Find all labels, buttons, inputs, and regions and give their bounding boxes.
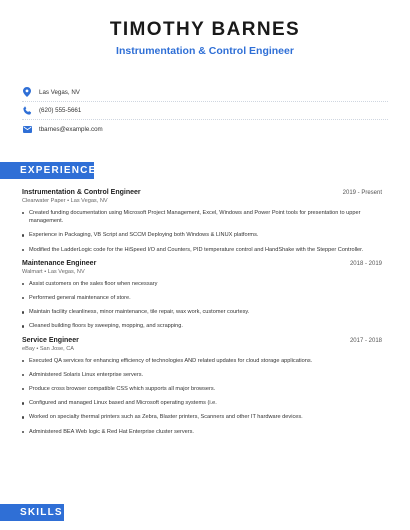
divider: [22, 119, 388, 120]
list-item: Produce cross browser compatible CSS which supports all major browsers.: [22, 385, 382, 393]
candidate-role: Instrumentation & Control Engineer: [116, 45, 294, 57]
contact-email: [22, 120, 390, 138]
list-item: Administered BEA Web logic & Red Hat Enterprise cluster servers.: [22, 428, 382, 436]
list-item: Configured and managed Linux based and Microsoft operating systems (i.e.: [22, 399, 382, 407]
separator-dot: •: [67, 198, 71, 204]
job-title: Service Engineer: [22, 336, 79, 344]
job-entry: [22, 260, 382, 331]
divider: [22, 101, 388, 102]
job-dates: 2018 - 2019: [349, 260, 382, 267]
job-company: eBay: [22, 345, 35, 352]
list-item: Administered Solaris Linux enterprise servers.: [22, 371, 382, 379]
resume-header: [0, 0, 410, 58]
email-icon: [22, 124, 32, 134]
job-location: San Jose, CA: [39, 345, 75, 352]
section-skills: SKILLS: [0, 504, 64, 521]
job-bullets: [22, 209, 382, 254]
list-item: Performed general maintenance of store.: [22, 294, 382, 302]
job-title: Instrumentation & Control Engineer: [22, 189, 141, 196]
job-location: Las Vegas, NV: [47, 268, 85, 275]
job-bullets: [22, 357, 382, 436]
job-company-line: [22, 198, 382, 204]
list-item: Worked on specialty thermal printers such as Zebra, Blaster printers, Scanners and other IT hardware devices.: [22, 413, 382, 421]
location-pin-icon: [22, 87, 32, 97]
job-location: Las Vegas, NV: [70, 198, 108, 204]
section-experience: EXPERIENCE: [0, 162, 94, 179]
job-bullets: [22, 280, 382, 331]
job-title: Maintenance Engineer: [22, 259, 97, 267]
list-item: Maintain facility cleanliness, minor maintenance, tile repair, wax work, customer courtesy.: [22, 308, 382, 316]
contact-location-text: Las Vegas, NV: [39, 88, 80, 96]
list-item: Assist customers on the sales floor when necessary: [22, 280, 382, 288]
list-item: Cleaned building floors by sweeping, mopping, and scrapping.: [22, 322, 382, 330]
contact-location: [22, 83, 390, 101]
experience-list: [22, 189, 382, 442]
contact-phone-text: (620) 555-5661: [39, 107, 82, 114]
job-entry: [22, 337, 382, 436]
job-entry: [22, 189, 382, 254]
phone-icon: [22, 106, 32, 116]
list-item: Modified the LadderLogic code for the HiSpeed I/O and Counters, PID temperature control and HandShake with the Stepper Controller.: [22, 246, 382, 254]
separator-dot: •: [44, 268, 48, 275]
job-dates: 2019 - Present: [342, 190, 382, 196]
separator-dot: •: [36, 345, 40, 352]
job-company: Clearwater Paper: [22, 198, 66, 204]
job-company-line: [22, 346, 382, 352]
candidate-name: TIMOTHY BARNES: [109, 19, 301, 40]
list-item: Executed QA services for enhancing efficiency of technologies AND related updates for cloud storage applications.: [22, 357, 382, 365]
contact-phone: [22, 102, 390, 120]
contact-email-text: tbarnes@example.com: [39, 125, 103, 133]
job-dates: 2017 - 2018: [349, 337, 382, 344]
job-company-line: [22, 269, 382, 275]
job-company: Walmart: [22, 268, 43, 275]
list-item: Created funding documentation using Microsoft Project Management, Excel, Windows and Power Point tools for presentation to upper management.: [22, 209, 382, 225]
contact-list: [22, 83, 390, 139]
list-item: Experience in Packaging, VB Script and SCCM Deploying both Windows & LINUX platforms.: [22, 231, 382, 239]
